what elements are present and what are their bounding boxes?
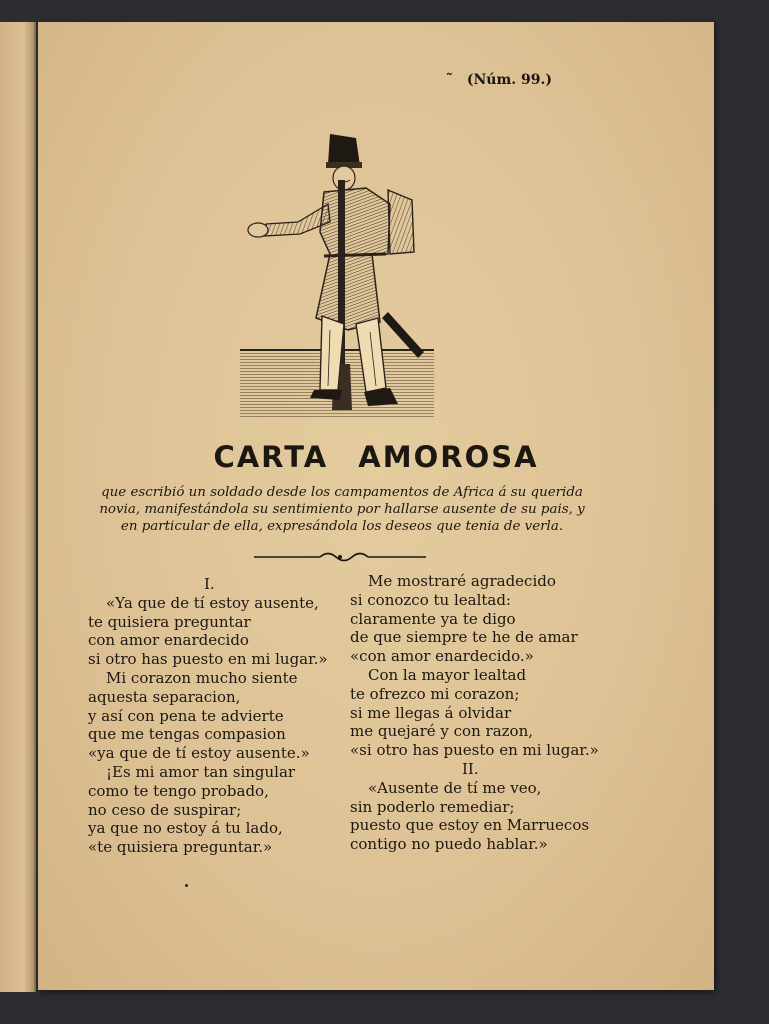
poem-line: «con amor enardecido.»: [350, 647, 534, 666]
book-page: [38, 22, 714, 990]
ornamental-divider: [250, 550, 430, 564]
poem-line: «Ausente de tí me veo,: [368, 778, 542, 797]
poem-line: Mi corazon mucho siente: [106, 668, 298, 687]
subtitle: [88, 484, 596, 535]
page-number: ˜ (Núm. 99.): [445, 72, 552, 88]
poem-line: «ya que de tí estoy ausente.»: [88, 744, 310, 763]
poem-line: «si otro has puesto en mi lugar.»: [350, 741, 599, 760]
poem-line: contigo no puedo hablar.»: [350, 835, 548, 854]
stanza-numeral: II.: [462, 759, 479, 778]
poem-line: te ofrezco mi corazon;: [350, 684, 520, 703]
poem-line: no ceso de suspirar;: [88, 800, 242, 819]
poem-line: si conozco tu lealtad:: [350, 590, 511, 609]
subtitle-line: en particular de ella, expresándola los deseos que tenia de verla.: [120, 519, 564, 534]
page-number-label: (Núm. 99.): [466, 72, 552, 88]
poem-line: ya que no estoy á tu lado,: [88, 819, 283, 838]
poem-line: «te quisiera preguntar.»: [88, 838, 273, 857]
poem-line: si otro has puesto en mi lugar.»: [88, 650, 328, 669]
poem-line: puesto que estoy en Marruecos: [350, 816, 590, 835]
poem-line: «Ya que de tí estoy ausente,: [106, 593, 319, 612]
poem-line: con amor enardecido: [88, 631, 249, 650]
poem-line: si me llegas á olvidar: [350, 703, 512, 722]
poem-line: aquesta separacion,: [88, 687, 241, 706]
poem-line: ¡Es mi amor tan singular: [106, 762, 296, 781]
subtitle-line: novia, manifestándola su sentimiento por hallarse ausente de su pais, y: [99, 502, 585, 517]
poem-line: claramente ya te digo: [350, 609, 516, 628]
poem-line: te quisiera preguntar: [88, 612, 251, 631]
subtitle-line: que escribió un soldado desde los campamentos de Africa á su querida: [101, 485, 583, 500]
poem-line: sin poderlo remediar;: [350, 797, 515, 816]
poem-line: y así con pena te advierte: [88, 706, 284, 725]
poem-line: me quejaré y con razon,: [350, 722, 533, 741]
poem-line: como te tengo probado,: [88, 781, 269, 800]
poem-column-right: [350, 572, 610, 854]
page-title: CARTA AMOROSA: [213, 440, 539, 474]
poem-column-left: [88, 575, 348, 857]
poem-line: Con la mayor lealtad: [368, 665, 527, 684]
stanza-numeral: I.: [204, 575, 215, 593]
adjacent-page-edge: [0, 22, 36, 992]
poem-line: de que siempre te he de amar: [350, 628, 578, 647]
ink-speck: [185, 884, 188, 887]
soldier-woodcut-illustration: [238, 104, 438, 424]
poem-line: Me mostraré agradecido: [368, 572, 556, 590]
poem-line: que me tengas compasion: [88, 725, 286, 744]
